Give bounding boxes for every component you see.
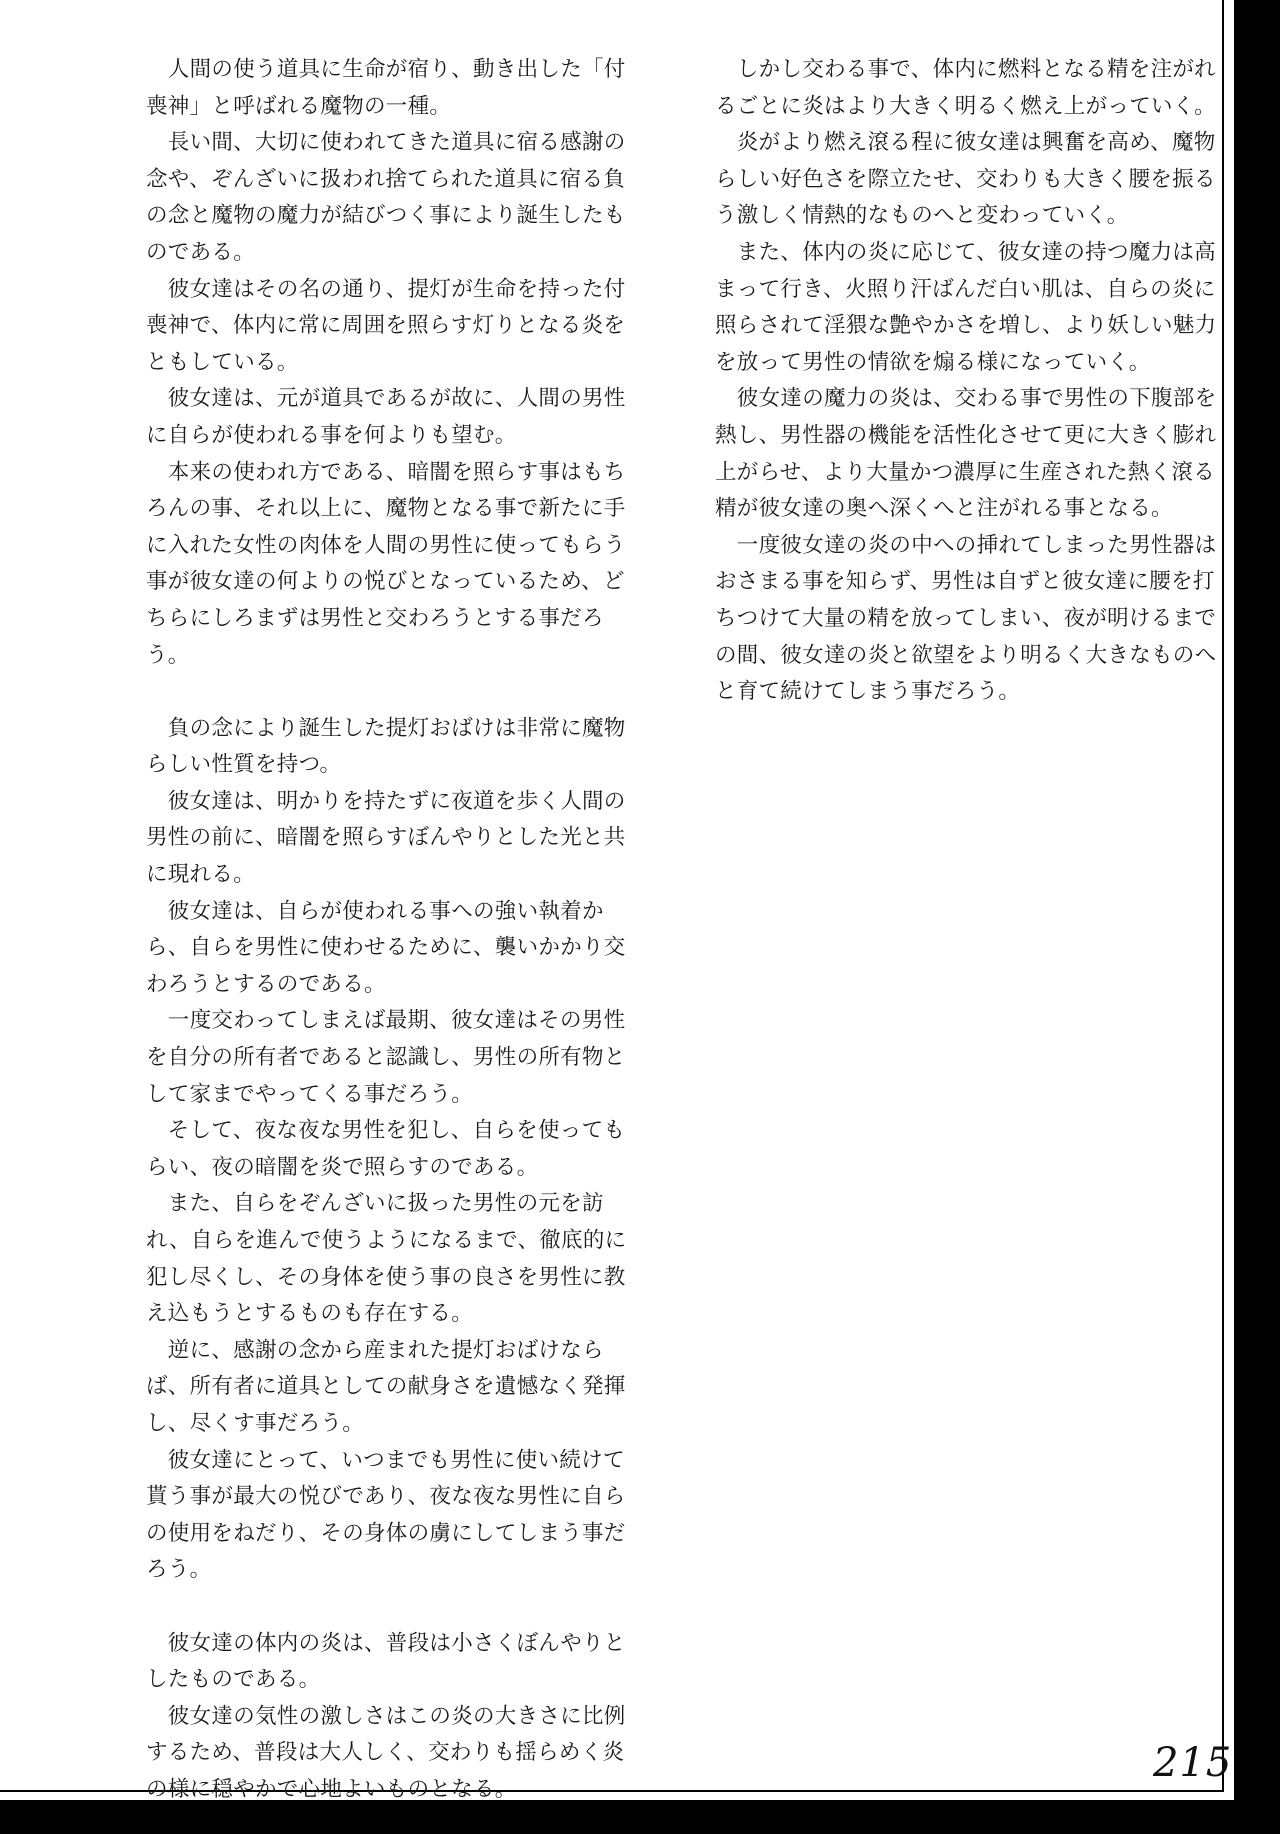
- paragraph: 彼女達は、元が道具であるが故に、人間の男性に自らが使われる事を何よりも望む。: [146, 386, 626, 448]
- paragraph: しかし交わる事で、体内に燃料となる精を注がれるごとに炎はより大きく明るく燃え上がっていく。: [715, 57, 1216, 119]
- paragraph: 本来の使われ方である、暗闇を照らす事はもちろんの事、それ以上に、魔物となる事で新たに手に入れた女性の肉体を人間の男性に使ってもらう事が彼女達の何よりの悦びとなっているため、どちらにしろまずは男性と交わろうとする事だろう。: [146, 459, 626, 668]
- paragraph: 一度彼女達の炎の中への挿れてしまった男性器はおさまる事を知らず、男性は自ずと彼女達に腰を打ちつけて大量の精を放ってしまい、夜が明けるまでの間、彼女達の炎と欲望をより明るく大きなものへと育て続けてしまう事だろう。: [715, 532, 1217, 705]
- paragraph: 彼女達は、自らが使われる事への強い執着から、自らを男性に使わせるために、襲いかかり交わろうとするのである。: [146, 898, 626, 997]
- paragraph: 彼女達の体内の炎は、普段は小さくぼんやりとしたものである。: [146, 1630, 626, 1693]
- page-number: 215: [1153, 1740, 1233, 1786]
- paragraph-gap: [146, 674, 646, 711]
- paragraph: 彼女達はその名の通り、提灯が生命を持った付喪神で、体内に常に周囲を照らす灯りとなる炎をともしている。: [146, 276, 626, 375]
- paragraph: そして、夜な夜な男性を犯し、自らを使ってもらい、夜の暗闇を炎で照らすのである。: [146, 1118, 626, 1180]
- paragraph: 逆に、感謝の念から産まれた提灯おばけならば、所有者に道具としての献身さを遺憾なく発揮し、尽くす事だろう。: [146, 1337, 626, 1436]
- left-text-column: [146, 52, 646, 1809]
- paragraph: また、自らをぞんざいに扱った男性の元を訪れ、自らを進んで使うようになるまで、徹底的に犯し尽くし、その身体を使う事の良さを男性に教え込もうとするものも存在する。: [146, 1191, 627, 1327]
- paragraph: 彼女達の魔力の炎は、交わる事で男性の下腹部を熱し、男性器の機能を活性化させて更に大きく膨れ上がらせ、より大量かつ濃厚に生産された熱く滾る精が彼女達の奥へ深くへと注がれる事となる。: [715, 386, 1217, 522]
- right-text-column: [715, 52, 1220, 711]
- paragraph: 炎がより燃え滾る程に彼女達は興奮を高め、魔物らしい好色さを際立たせ、交わりも大きく腰を振るう激しく情熱的なものへと変わっていく。: [715, 130, 1216, 229]
- paragraph: 彼女達の気性の激しさはこの炎の大きさに比例するため、普段は大人しく、交わりも揺らめく炎の様に穏やかで心地よいものとなる。: [146, 1703, 626, 1802]
- paragraph: 彼女達にとって、いつまでも男性に使い続けて貰う事が最大の悦びであり、夜な夜な男性に自らの使用をねだり、その身体の虜にしてしまう事だろう。: [146, 1447, 626, 1583]
- paragraph: 人間の使う道具に生命が宿り、動き出した「付喪神」と呼ばれる魔物の一種。: [146, 57, 626, 119]
- paragraph: 長い間、大切に使われてきた道具に宿る感謝の念や、ぞんざいに扱われ捨てられた道具に宿る負の念と魔物の魔力が結びつく事により誕生したものである。: [146, 130, 626, 265]
- paragraph-gap: [146, 1589, 646, 1626]
- paragraph: 一度交わってしまえば最期、彼女達はその男性を自分の所有者であると認識し、男性の所有物として家までやってくる事だろう。: [146, 1008, 626, 1107]
- paragraph: また、体内の炎に応じて、彼女達の持つ魔力は高まって行き、火照り汗ばんだ白い肌は、自らの炎に照らされて淫猥な艶やかさを増し、より妖しい魅力を放って男性の情欲を煽る様になっていく。: [715, 239, 1217, 375]
- paragraph: 彼女達は、明かりを持たずに夜道を歩く人間の男性の前に、暗闇を照らすぼんやりとした光と共に現れる。: [146, 788, 626, 888]
- paragraph: 負の念により誕生した提灯おばけは非常に魔物らしい性質を持つ。: [146, 715, 626, 778]
